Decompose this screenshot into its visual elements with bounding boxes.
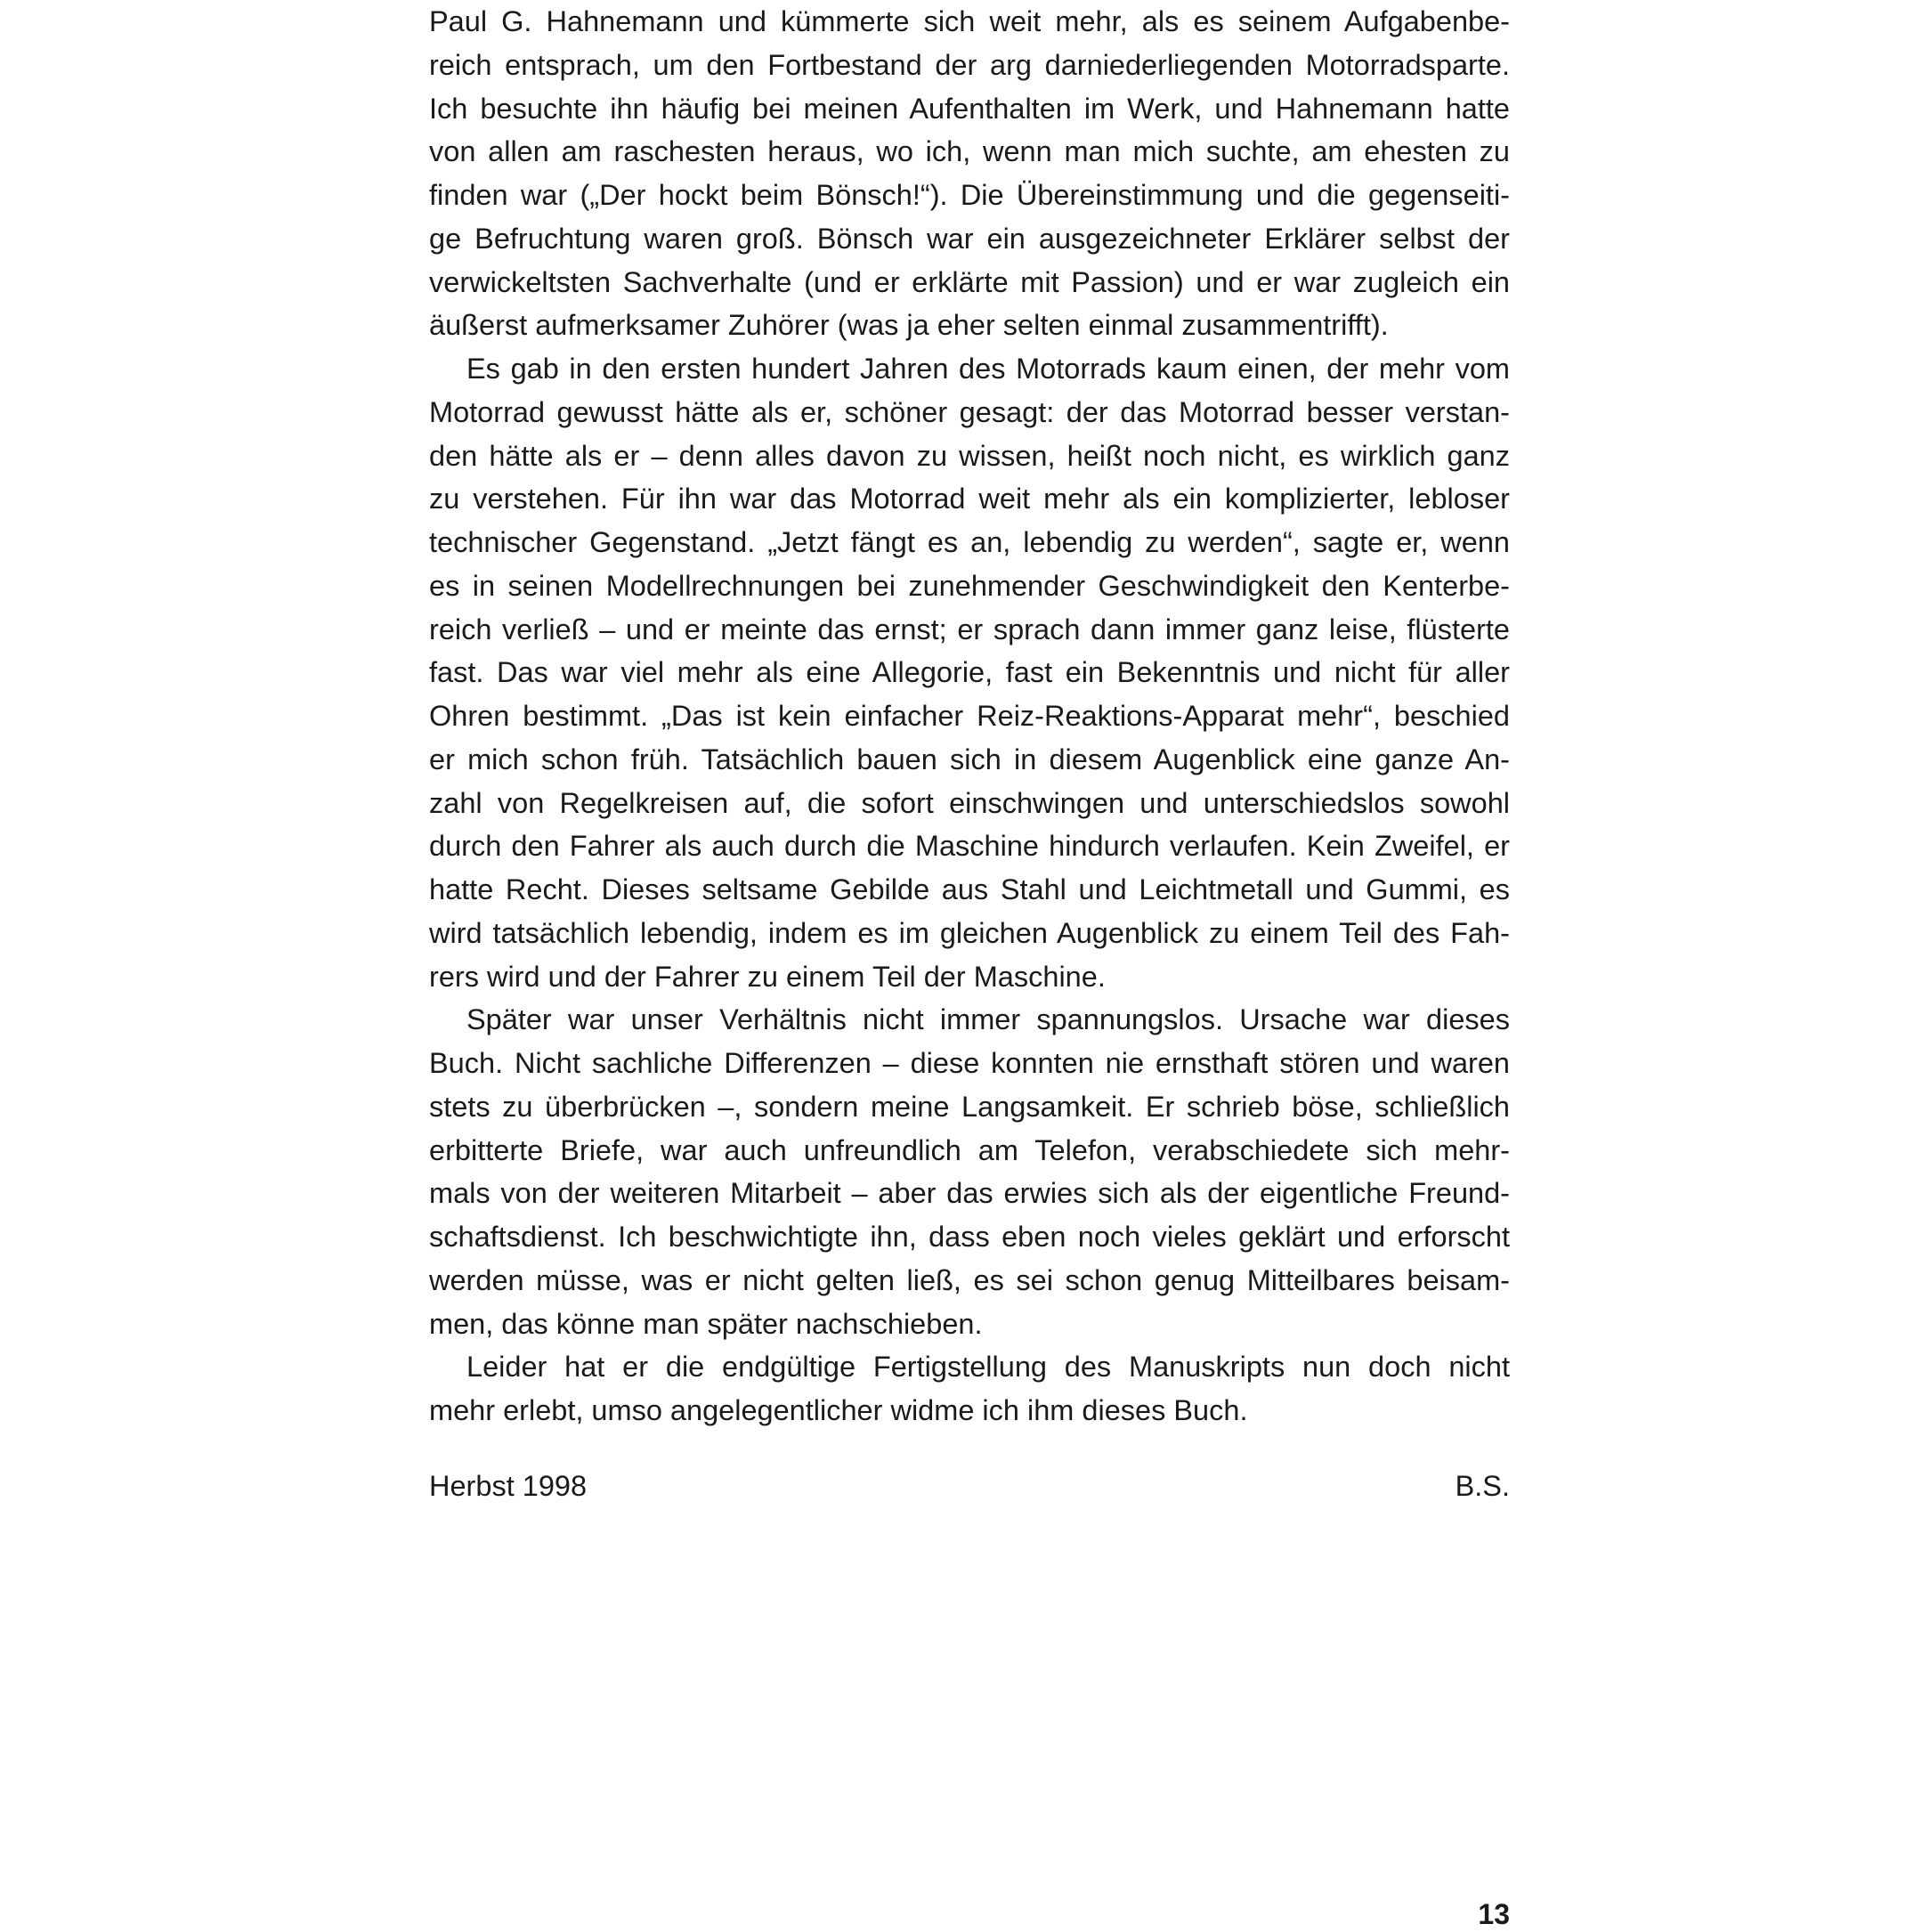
text-line: reich entsprach, um den Fortbestand der arg darniederliegenden Motorradsparte. xyxy=(429,48,1510,81)
text-line: schaftsdienst. Ich beschwichtigte ihn, dass eben noch vieles geklärt und erforscht xyxy=(429,1221,1510,1253)
signature-line xyxy=(429,1465,1510,1507)
text-line: fast. Das war viel mehr als eine Allegorie, fast ein Bekenntnis und nicht für aller xyxy=(429,656,1510,689)
signature-date: Herbst 1998 xyxy=(429,1470,588,1502)
text-line: zu verstehen. Für ihn war das Motorrad weit mehr als ein komplizierter, lebloser xyxy=(429,483,1510,515)
text-line: Leider hat er die endgültige Fertigstellung des Manuskripts nun doch nicht xyxy=(466,1351,1510,1384)
text-line: Paul G. Hahnemann und kümmerte sich weit mehr, als es seinem Aufgabenbe- xyxy=(429,5,1510,37)
text-line: werden müsse, was er nicht gelten ließ, es sei schon genug Mitteilbares beisam- xyxy=(429,1263,1510,1296)
text-line: reich verließ – und er meinte das ernst; er sprach dann immer ganz leise, flüsterte xyxy=(429,613,1510,645)
text-line: erbitterte Briefe, war auch unfreundlich am Telefon, verabschiedete sich mehr- xyxy=(429,1133,1510,1166)
text-line: Später war unser Verhältnis nicht immer spannungslos. Ursache war dieses xyxy=(466,1003,1510,1036)
text-line: er mich schon früh. Tatsächlich bauen sich in diesem Augenblick eine ganze An- xyxy=(429,743,1510,775)
text-line: finden war („Der hockt beim Bönsch!“). Die Übereinstimmung und die gegenseiti- xyxy=(429,179,1510,211)
text-line: Motorrad gewusst hätte als er, schöner gesagt: der das Motorrad besser verstan- xyxy=(429,395,1510,428)
text-line: men, das könne man später nachschieben. xyxy=(429,1307,983,1340)
text-line: Es gab in den ersten hundert Jahren des Motorrads kaum einen, der mehr vom xyxy=(466,353,1510,385)
text-line: mals von der weiteren Mitarbeit – aber das erwies sich als der eigentliche Freund- xyxy=(429,1177,1510,1210)
text-line: den hätte als er – denn alles davon zu wissen, heißt noch nicht, es wirklich ganz xyxy=(429,439,1510,472)
text-line: zahl von Regelkreisen auf, die sofort einschwingen und unterschiedslos sowohl xyxy=(429,786,1510,819)
text-line: verwickeltsten Sachverhalte (und er erklärte mit Passion) und er war zugleich ein xyxy=(429,265,1510,298)
text-line: von allen am raschesten heraus, wo ich, wenn man mich suchte, am ehesten zu xyxy=(429,135,1510,168)
text-line: stets zu überbrücken –, sondern meine Langsamkeit. Er schrieb böse, schließlich xyxy=(429,1090,1510,1123)
text-line: ge Befruchtung waren groß. Bönsch war ein ausgezeichneter Erklärer selbst der xyxy=(429,222,1510,255)
text-line: durch den Fahrer als auch durch die Maschine hindurch verlaufen. Kein Zweifel, er xyxy=(429,830,1510,863)
text-line: äußerst aufmerksamer Zuhörer (was ja eher selten einmal zusammentrifft). xyxy=(429,309,1389,342)
text-line: hatte Recht. Dieses seltsame Gebilde aus Stahl und Leichtmetall und Gummi, es xyxy=(429,873,1510,905)
text-line: Buch. Nicht sachliche Differenzen – diese konnten nie ernsthaft stören und waren xyxy=(429,1047,1510,1079)
page-number: 13 xyxy=(1478,1898,1510,1930)
text-line: es in seinen Modellrechnungen bei zunehmender Geschwindigkeit den Kenterbe- xyxy=(429,569,1510,602)
text-line: Ich besuchte ihn häufig bei meinen Aufenthalten im Werk, und Hahnemann hatte xyxy=(429,92,1510,125)
text-line: technischer Gegenstand. „Jetzt fängt es an, lebendig zu werden“, sagte er, wenn xyxy=(429,526,1510,558)
text-line: mehr erlebt, umso angelegentlicher widme ich ihm dieses Buch. xyxy=(429,1394,1248,1426)
signature-initials: B.S. xyxy=(1455,1470,1510,1502)
text-line: Ohren bestimmt. „Das ist kein einfacher Reiz-Reaktions-Apparat mehr“, beschied xyxy=(429,700,1510,732)
text-line: wird tatsächlich lebendig, indem es im gleichen Augenblick zu einem Teil des Fah- xyxy=(429,916,1510,949)
text-line: rers wird und der Fahrer zu einem Teil der Maschine. xyxy=(429,960,1106,993)
